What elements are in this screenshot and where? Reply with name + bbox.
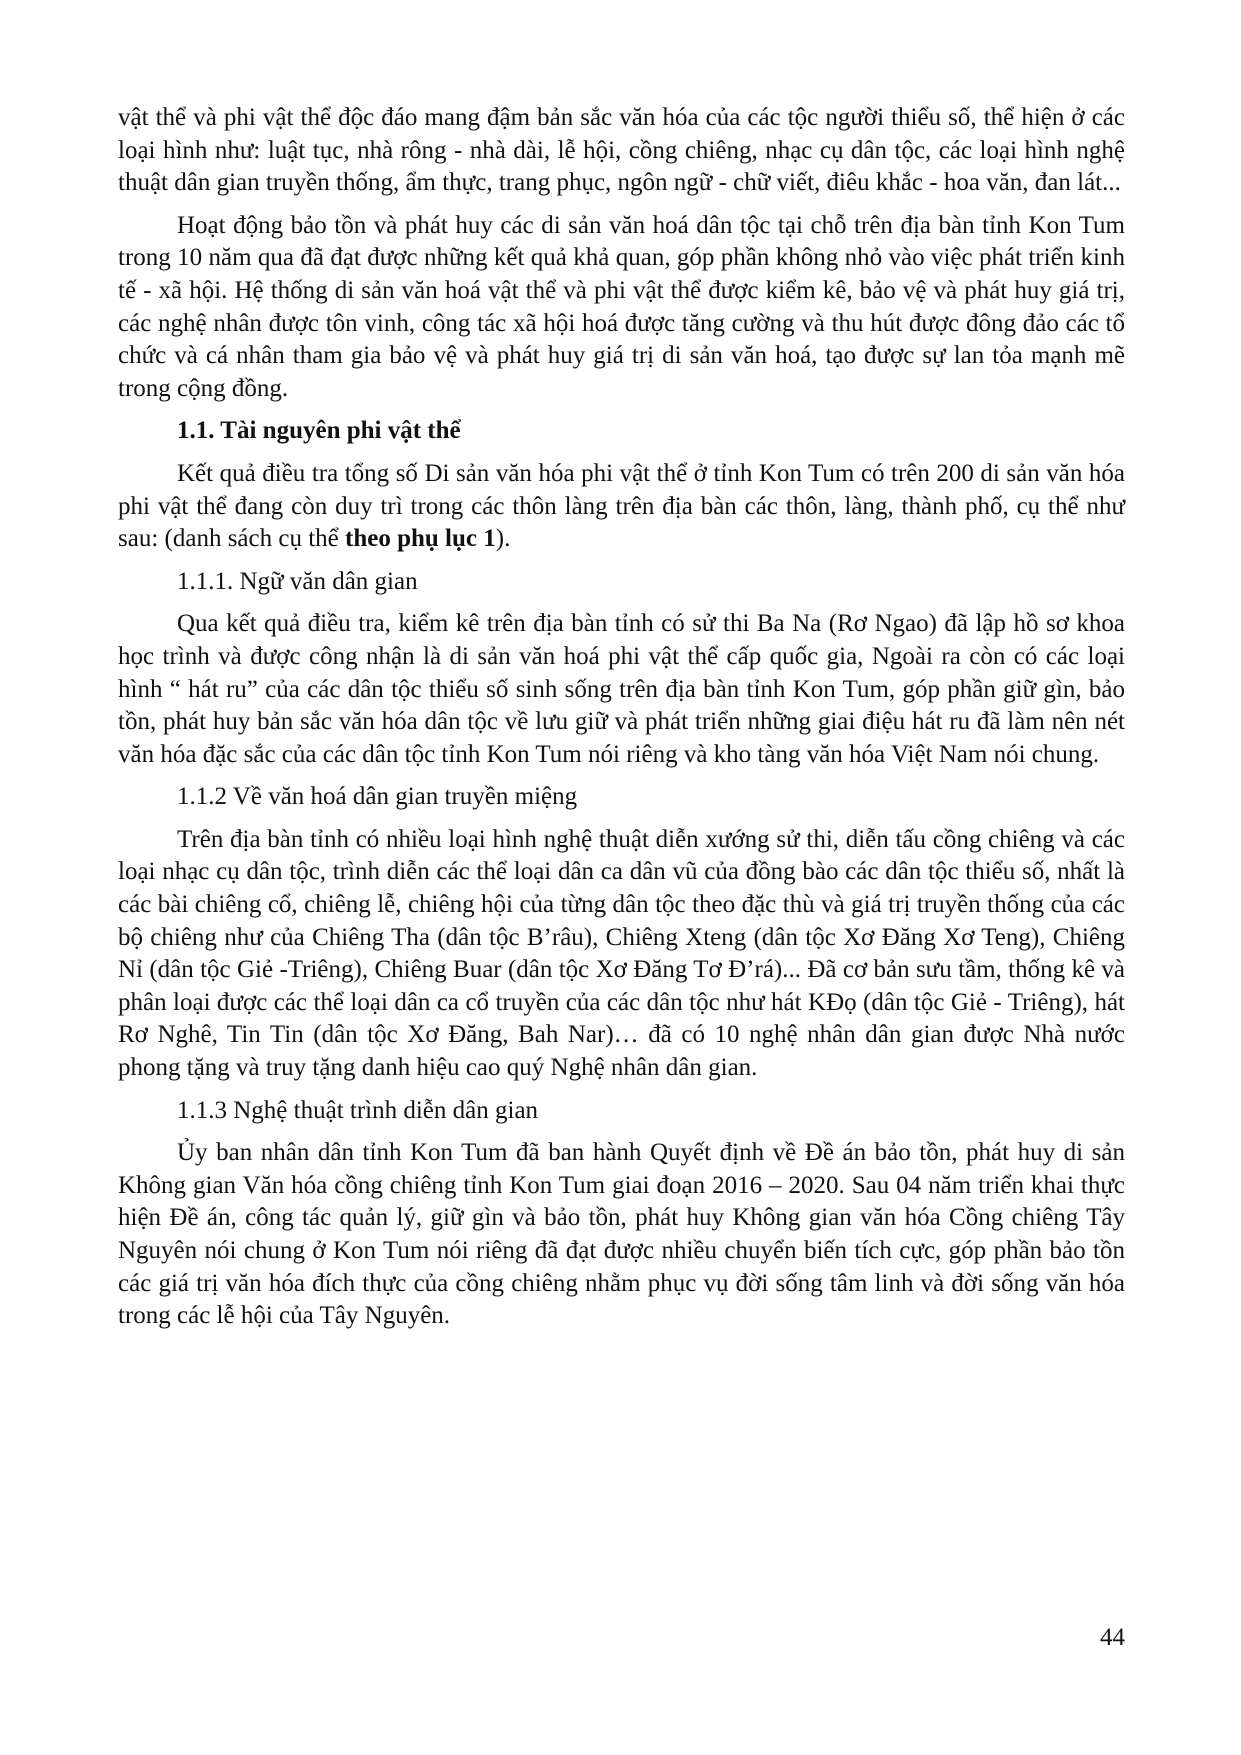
page-number: 44 (1100, 1624, 1125, 1651)
paragraph-literature: Qua kết quả điều tra, kiểm kê trên địa bàn tỉnh có sử thi Ba Na (Rơ Ngao) đã lập hồ sơ khoa học trình và được công nhận là di sản văn hoá phi vật thể cấp quốc gia, Ngoài ra còn có các loại hình “ hát ru” của các dân tộc thiểu số sinh sống trên địa bàn tỉnh Kon Tum, góp phần giữ gìn, bảo tồn, phát huy bản sắc văn hóa dân tộc về lưu giữ và phát triển những giai điệu hát ru đã làm nên nét văn hóa đặc sắc của các dân tộc tỉnh Kon Tum nói riêng và kho tàng văn hóa Việt Nam nói chung. (118, 610, 1125, 768)
appendix-reference: theo phụ lục 1 (345, 525, 496, 553)
paragraph-survey-text: Kết quả điều tra tổng số Di sản văn hóa phi vật thể ở tỉnh Kon Tum có trên 200 di sản văn hóa phi vật thể đang còn duy trì trong các thôn làng trên địa bàn các thôn, làng, thành phố, cụ thể như sau: (danh sách cụ thể (118, 459, 1125, 553)
paragraph-performance: Ủy ban nhân dân tỉnh Kon Tum đã ban hành Quyết định về Đề án bảo tồn, phát huy di sản Không gian Văn hóa cồng chiêng tỉnh Kon Tum giai đoạn 2016 – 2020. Sau 04 năm triển khai thực hiện Đề án, công tác quản lý, giữ gìn và bảo tồn, phát huy Không gian văn hóa Cồng chiêng Tây Nguyên nói chung ở Kon Tum nói riêng đã đạt được nhiều chuyển biến tích cực, góp phần bảo tồn các giá trị văn hóa đích thực của cồng chiêng nhằm phục vụ đời sống tâm linh và đời sống văn hóa trong các lễ hội của Tây Nguyên. (118, 1139, 1125, 1330)
paragraph-activity: Hoạt động bảo tồn và phát huy các di sản văn hoá dân tộc tại chỗ trên địa bàn tỉnh Kon Tum trong 10 năm qua đã đạt được những kết quả khả quan, góp phần không nhỏ vào việc phát triển kinh tế - xã hội. Hệ thống di sản văn hoá vật thể và phi vật thể được kiểm kê, bảo vệ và phát huy giá trị, các nghệ nhân được tôn vinh, công tác xã hội hoá được tăng cường và thu hút được đông đảo các tổ chức và cá nhân tham gia bảo vệ và phát huy giá trị di sản văn hoá, tạo được sự lan tỏa mạnh mẽ trong cộng đồng. (118, 211, 1125, 402)
section-heading-1-1-3: 1.1.3 Nghệ thuật trình diễn dân gian (177, 1096, 539, 1124)
paragraph-oral-culture: Trên địa bàn tỉnh có nhiều loại hình nghệ thuật diễn xướng sử thi, diễn tấu cồng chiêng và các loại nhạc cụ dân tộc, trình diễn các thể loại dân ca dân vũ của đồng bào các dân tộc thiểu số, nhất là các bài chiêng cổ, chiêng lễ, chiêng hội của từng dân tộc theo đặc thù và giá trị truyền thống của các bộ chiêng như của Chiêng Tha (dân tộc B’râu), Chiêng Xteng (dân tộc Xơ Đăng Xơ Teng), Chiêng Nỉ (dân tộc Giẻ -Triêng), Chiêng Buar (dân tộc Xơ Đăng Tơ Đ’rá)... Đã cơ bản sưu tầm, thống kê và phân loại được các thể loại dân ca cổ truyền của các dân tộc như hát KĐọ (dân tộc Giẻ - Triêng), hát Rơ Nghê, Tin Tin (dân tộc Xơ Đăng, Bah Nar)… đã có 10 nghệ nhân dân gian được Nhà nước phong tặng và truy tặng danh hiệu cao quý Nghệ nhân dân gian. (118, 825, 1125, 1082)
section-heading-1-1: 1.1. Tài nguyên phi vật thể (177, 417, 461, 445)
page-body (118, 102, 1125, 1343)
section-heading-1-1-1: 1.1.1. Ngữ văn dân gian (177, 567, 418, 595)
section-heading-1-1-2: 1.1.2 Về văn hoá dân gian truyền miệng (177, 783, 578, 811)
paragraph-survey (118, 458, 1125, 556)
paragraph-survey-end: ). (495, 525, 511, 553)
paragraph-intro: vật thể và phi vật thể độc đáo mang đậm bản sắc văn hóa của các tộc người thiểu số, thể hiện ở các loại hình như: luật tục, nhà rông - nhà dài, lễ hội, cồng chiêng, nhạc cụ dân tộc, các loại hình nghệ thuật dân gian truyền thống, ẩm thực, trang phục, ngôn ngữ - chữ viết, điêu khắc - hoa văn, đan lát... (118, 104, 1125, 197)
